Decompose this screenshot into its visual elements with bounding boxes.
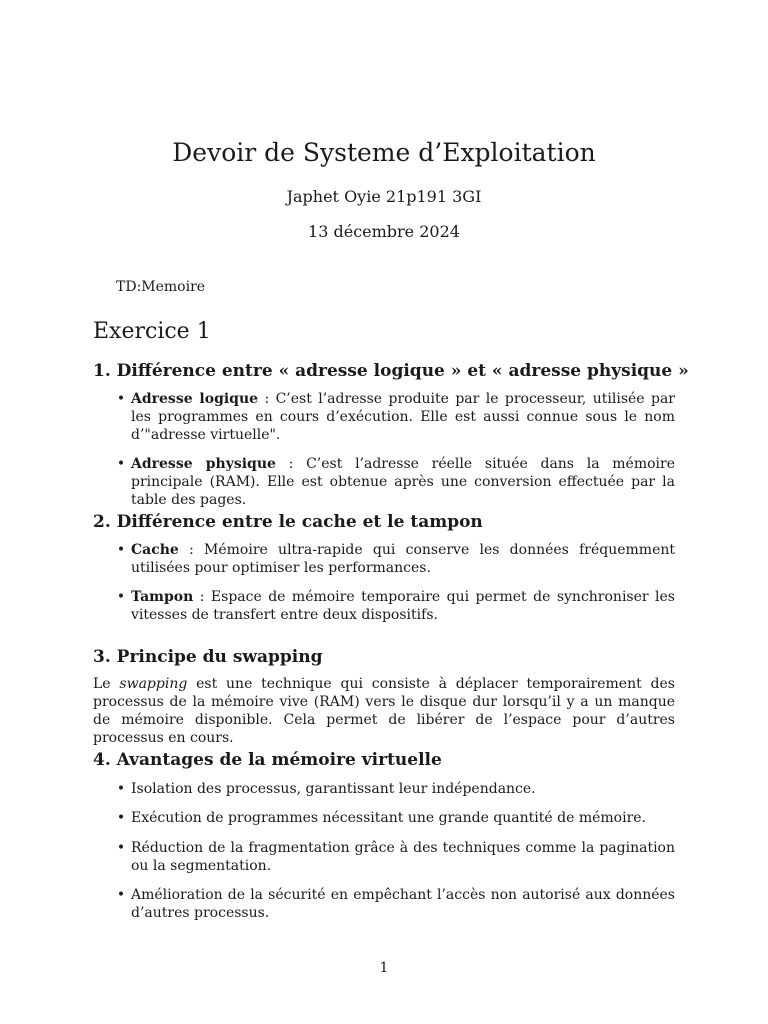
item-text: : C’est l’adresse réelle située dans la mémoire principale (RAM). Elle est obtenue après une conversion effectuée par la table des pages. (131, 456, 675, 508)
item-term: Adresse physique (131, 456, 276, 472)
bullet-icon: • (116, 781, 126, 797)
list-item (116, 886, 675, 922)
item-term: Cache (131, 542, 179, 558)
item-text: Amélioration de la sécurité en empêchant l’accès non autorisé aux données d’autres processus. (131, 887, 675, 921)
item-text: : Espace de mémoire temporaire qui permet de synchroniser les vitesses de transfert entre deux dispositifs. (131, 589, 675, 623)
bullet-icon: • (116, 542, 126, 558)
list-item (116, 780, 675, 798)
item-text: : C’est l’adresse produite par le processeur, utilisée par les programmes en cours d’exécution. Elle est aussi connue sous le nom d’"adresse virtuelle". (131, 391, 675, 443)
list-item (116, 839, 675, 875)
document-author: Japhet Oyie 21p191 3GI (286, 187, 482, 206)
item-text: Exécution de programmes nécessitant une grande quantité de mémoire. (131, 810, 647, 826)
paragraph-emphasis: swapping (119, 676, 188, 692)
section-heading-1: 1. Différence entre « adresse logique » et « adresse physique » (93, 361, 689, 381)
list-item (116, 390, 675, 444)
bullet-icon: • (116, 391, 126, 407)
page-number: 1 (379, 960, 389, 976)
item-term: Tampon (131, 589, 194, 605)
paragraph-text: Le (93, 676, 120, 692)
td-label: TD:Memoire (116, 279, 206, 295)
document-title: Devoir de Systeme d’Exploitation (172, 138, 596, 167)
list-item (116, 455, 675, 509)
item-text: Isolation des processus, garantissant leur indépendance. (131, 781, 536, 797)
section-heading-2: 2. Différence entre le cache et le tampon (93, 512, 483, 532)
list-item (116, 588, 675, 624)
bullet-icon: • (116, 810, 126, 826)
bullet-icon: • (116, 840, 126, 856)
paragraph-text: est une technique qui consiste à déplacer temporairement des processus de la mémoire vive (RAM) vers le disque dur lorsqu’il y a un manque de mémoire disponible. Cela permet de libérer de l’espace pour d’autres processus en cours. (93, 676, 675, 746)
section-heading-3: 3. Principe du swapping (93, 647, 323, 667)
list-item (116, 809, 675, 827)
swapping-paragraph (93, 675, 675, 747)
exercise-title: Exercice 1 (93, 319, 211, 344)
bullet-icon: • (116, 589, 126, 605)
item-text: Réduction de la fragmentation grâce à des techniques comme la pagination ou la segmentation. (131, 840, 675, 874)
list-item (116, 541, 675, 577)
document-date: 13 décembre 2024 (308, 222, 460, 241)
bullet-icon: • (116, 887, 126, 903)
item-term: Adresse logique (131, 391, 259, 407)
section-heading-4: 4. Avantages de la mémoire virtuelle (93, 750, 442, 770)
item-text: : Mémoire ultra-rapide qui conserve les données fréquemment utilisées pour optimiser les performances. (131, 542, 675, 576)
bullet-icon: • (116, 456, 126, 472)
